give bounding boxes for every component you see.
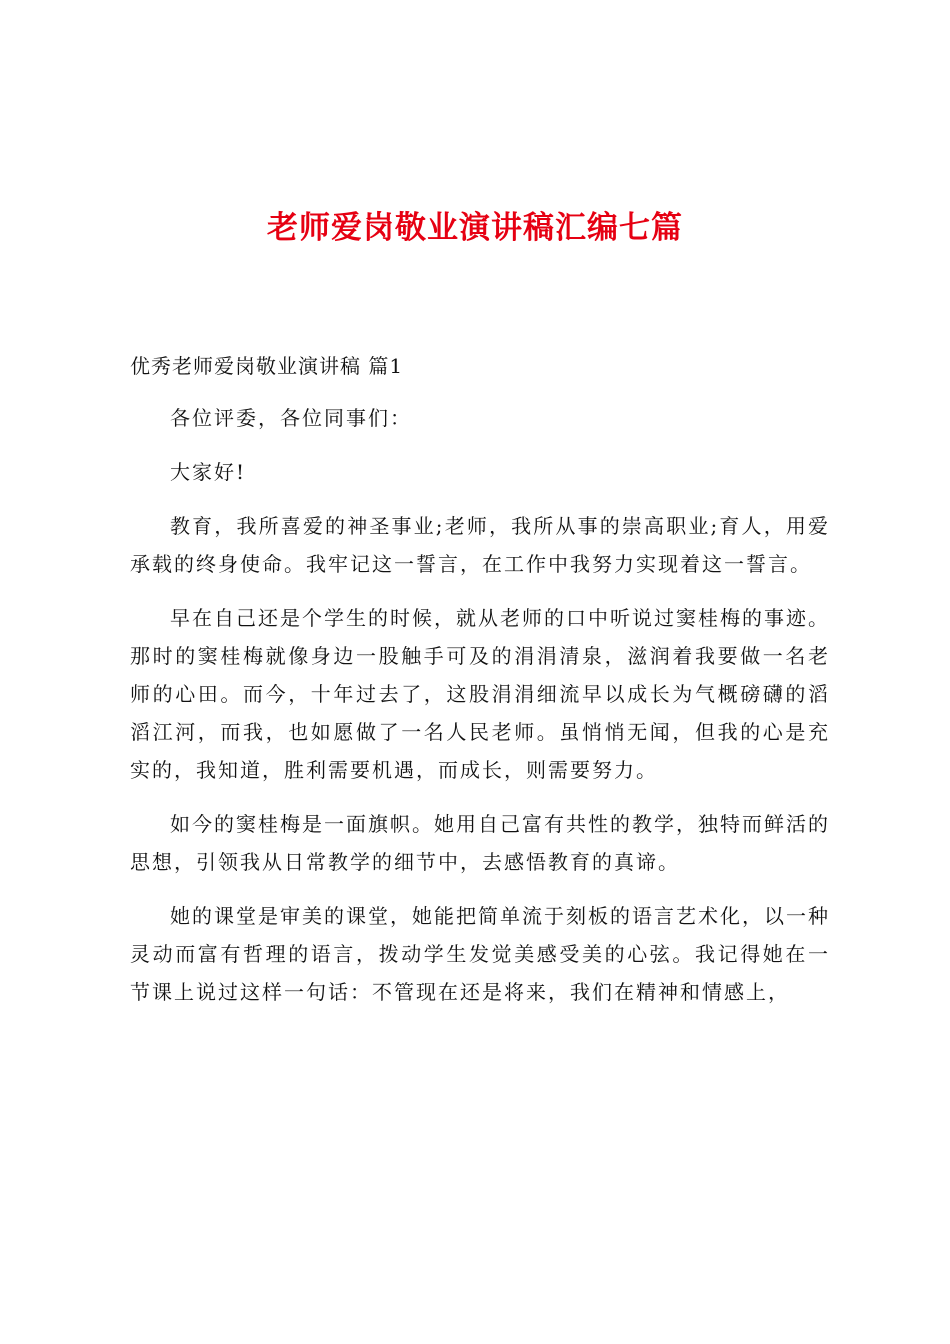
- document-body: [130, 346, 830, 1027]
- body-paragraph: 如今的窦桂梅是一面旗帜。她用自己富有共性的教学，独特而鲜活的思想，引领我从日常教学的细节中，去感悟教育的真谛。: [130, 812, 830, 874]
- greeting-paragraph: 各位评委，各位同事们：: [170, 406, 412, 430]
- body-paragraph: 早在自己还是个学生的时候，就从老师的口中听说过窦桂梅的事迹。那时的窦桂梅就像身边一股触手可及的涓涓清泉，滋润着我要做一名老师的心田。而今，十年过去了，这股涓涓细流早以成长为气概磅礴的滔滔江河，而我，也如愿做了一名人民老师。虽悄悄无闻，但我的心是充实的，我知道，胜利需要机遇，而成长，则需要努力。: [130, 606, 830, 782]
- greeting-hello-paragraph: 大家好!: [170, 460, 247, 484]
- body-paragraph: 她的课堂是审美的课堂，她能把简单流于刻板的语言艺术化，以一种灵动而富有哲理的语言，拨动学生发觉美感受美的心弦。我记得她在一节课上说过这样一句话：不管现在还是将来，我们在精神和情感上，: [130, 904, 830, 1004]
- document-title: 老师爱岗敬业演讲稿汇编七篇: [267, 210, 683, 246]
- body-paragraph: 教育，我所喜爱的神圣事业;老师，我所从事的崇高职业;育人，用爱承载的终身使命。我牢记这一誓言，在工作中我努力实现着这一誓言。: [130, 514, 830, 576]
- section-heading: 优秀老师爱岗敬业演讲稿 篇1: [130, 354, 404, 378]
